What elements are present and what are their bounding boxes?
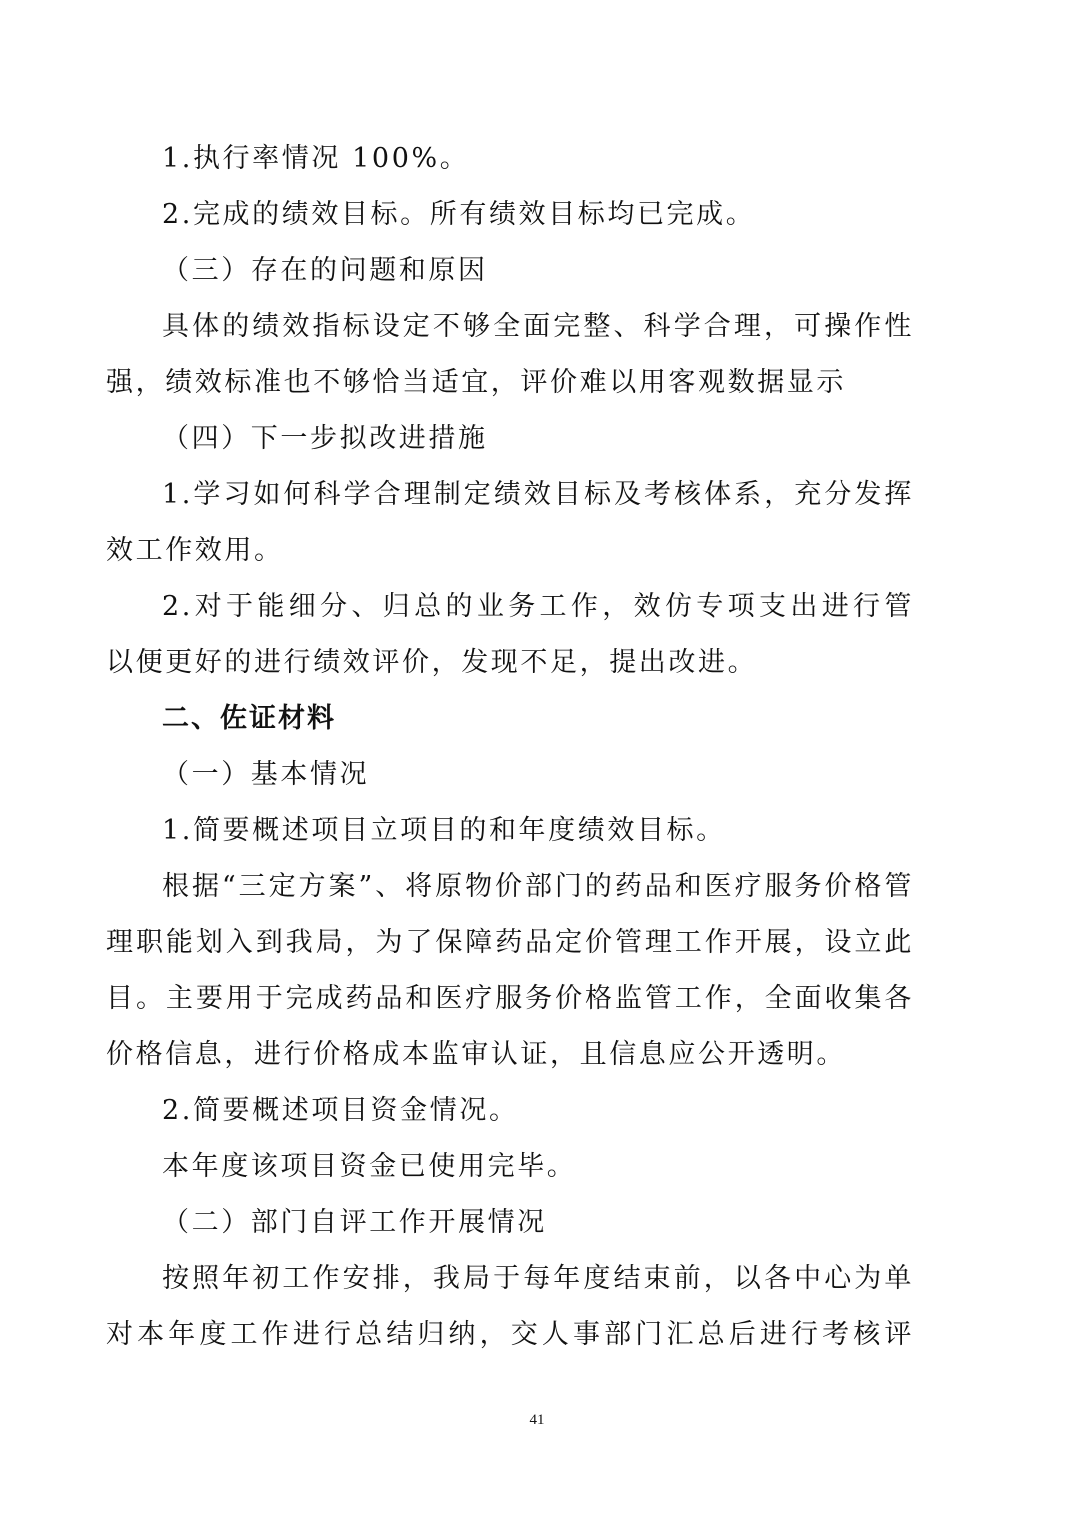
improvement-1-line-2: 效工作效用。 — [106, 535, 284, 566]
project-description-line-4: 价格信息，进行价格成本监审认证，且信息应公开透明。 — [106, 1039, 846, 1070]
evidence-materials-heading: 二、佐证材料 — [162, 703, 336, 734]
project-description-line-2: 理职能划入到我局，为了保障药品定价管理工作开展，设立此 — [106, 927, 914, 958]
funding-summary-line: 2.简要概述项目资金情况。 — [162, 1095, 519, 1126]
self-evaluation-line-1: 按照年初工作安排，我局于每年度结束前，以各中心为单 — [162, 1263, 914, 1294]
project-description-line-1: 根据“三定方案”、将原物价部门的药品和医疗服务价格管 — [162, 871, 914, 902]
project-description-line-3: 目。主要用于完成药品和医疗服务价格监管工作，全面收集各 — [106, 983, 914, 1014]
project-goals-summary-line: 1.简要概述项目立项目的和年度绩效目标。 — [162, 815, 726, 846]
problems-paragraph-line-2: 强，绩效标准也不够恰当适宜，评价难以用客观数据显示 — [106, 367, 846, 398]
improvement-2-line-1: 2.对于能细分、归总的业务工作，效仿专项支出进行管 — [162, 591, 914, 622]
problems-paragraph-line-1: 具体的绩效指标设定不够全面完整、科学合理，可操作性 — [162, 311, 914, 342]
section-problems-heading: （三）存在的问题和原因 — [162, 255, 488, 286]
section-basic-info-heading: （一）基本情况 — [162, 759, 370, 790]
page-number: 41 — [529, 1412, 545, 1428]
improvement-1-line-1: 1.学习如何科学合理制定绩效目标及考核体系，充分发挥 — [162, 479, 914, 510]
improvement-2-line-2: 以便更好的进行绩效评价，发现不足，提出改进。 — [106, 647, 758, 678]
section-self-evaluation-heading: （二）部门自评工作开展情况 — [162, 1207, 547, 1238]
funding-status-line: 本年度该项目资金已使用完毕。 — [162, 1151, 577, 1182]
execution-rate-line: 1.执行率情况 100%。 — [162, 143, 470, 174]
section-improvements-heading: （四）下一步拟改进措施 — [162, 423, 488, 454]
self-evaluation-line-2: 对本年度工作进行总结归纳，交人事部门汇总后进行考核评 — [106, 1319, 914, 1350]
goals-completed-line: 2.完成的绩效目标。所有绩效目标均已完成。 — [162, 199, 756, 230]
